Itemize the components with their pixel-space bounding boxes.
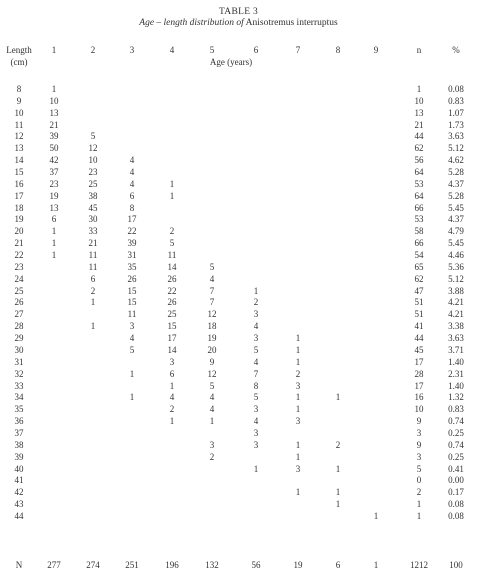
table-cell: 33 <box>88 226 98 236</box>
table-cell: 1.73 <box>448 120 464 130</box>
table-cell: 4 <box>129 167 135 177</box>
table-cell: 2 <box>90 286 96 296</box>
table-cell: 1 <box>335 392 341 402</box>
table-cell: 3 <box>253 440 259 450</box>
table-cell: 20 <box>207 345 217 355</box>
table-cell: 15 <box>167 321 177 331</box>
table-cell: 41 <box>414 321 424 331</box>
row-length: 39 <box>14 452 24 462</box>
table-cell: 1 <box>335 487 341 497</box>
table-cell: 1 <box>295 452 301 462</box>
header-n: n <box>416 45 422 55</box>
table-cell: 23 <box>49 179 59 189</box>
table-cell: 1 <box>416 84 422 94</box>
table-cell: 17 <box>414 381 424 391</box>
table-cell: 1 <box>295 404 301 414</box>
table-cell: 4 <box>209 404 215 414</box>
row-length: 30 <box>14 345 24 355</box>
row-length: 25 <box>14 286 24 296</box>
table-cell: 5 <box>416 464 422 474</box>
table-cell: 3.63 <box>448 333 464 343</box>
table-cell: 5 <box>209 381 215 391</box>
table-cell: 1 <box>416 511 422 521</box>
header-length: Length <box>6 45 32 55</box>
table-cell: 5.12 <box>448 274 464 284</box>
table-cell: 5 <box>169 238 175 248</box>
row-length: 23 <box>14 262 24 272</box>
table-cell: 64 <box>414 167 424 177</box>
table-cell: 42 <box>49 155 59 165</box>
table-cell: 4.37 <box>448 179 464 189</box>
row-length: 33 <box>14 381 24 391</box>
table-cell: 44 <box>414 131 424 141</box>
table-cell: 2 <box>253 297 259 307</box>
table-caption <box>0 7 477 29</box>
table-cell: 21 <box>49 120 59 130</box>
table-cell: 4.62 <box>448 155 464 165</box>
table-cell: 1 <box>169 179 175 189</box>
totals-cell: 1212 <box>410 560 428 570</box>
row-length: 41 <box>14 475 24 485</box>
table-cell: 26 <box>167 274 177 284</box>
row-length: 15 <box>14 167 24 177</box>
table-cell: 10 <box>414 96 424 106</box>
table-cell: 1 <box>51 226 57 236</box>
table-cell: 3 <box>295 381 301 391</box>
table-cell: 1.40 <box>448 357 464 367</box>
table-cell: 0.17 <box>448 487 464 497</box>
table-cell: 5.45 <box>448 203 464 213</box>
table-cell: 30 <box>88 214 98 224</box>
totals-cell: 277 <box>47 560 61 570</box>
table-cell: 9 <box>416 416 422 426</box>
table-cell: 28 <box>414 369 424 379</box>
table-title-italic: Age – length distribution of <box>139 18 244 28</box>
table-cell: 47 <box>414 286 424 296</box>
table-cell: 18 <box>207 321 217 331</box>
table-cell: 0.74 <box>448 416 464 426</box>
table-cell: 3 <box>295 416 301 426</box>
table-title-species: Anisotremus interruptus <box>245 18 338 28</box>
row-length: 34 <box>14 392 24 402</box>
header-age-4: 4 <box>169 45 175 55</box>
table-cell: 62 <box>414 274 424 284</box>
table-cell: 1 <box>169 381 175 391</box>
table-title <box>0 18 477 29</box>
table-cell: 2 <box>169 226 175 236</box>
table-cell: 3.63 <box>448 131 464 141</box>
row-length: 42 <box>14 487 24 497</box>
table-cell: 4 <box>129 333 135 343</box>
table-cell: 1 <box>169 191 175 201</box>
row-length: 9 <box>16 96 22 106</box>
table-cell: 11 <box>88 262 98 272</box>
table-cell: 44 <box>414 333 424 343</box>
row-length: 40 <box>14 464 24 474</box>
table-cell: 12 <box>207 369 217 379</box>
table-cell: 2 <box>209 452 215 462</box>
table-cell: 1 <box>373 511 379 521</box>
table-cell: 1 <box>169 416 175 426</box>
table-cell: 4.79 <box>448 226 464 236</box>
table-cell: 39 <box>127 238 137 248</box>
table-cell: 22 <box>127 226 137 236</box>
table-cell: 17 <box>167 333 177 343</box>
table-cell: 1 <box>335 464 341 474</box>
table-cell: 7 <box>209 297 215 307</box>
table-cell: 6 <box>169 369 175 379</box>
table-cell: 1 <box>295 487 301 497</box>
table-cell: 5 <box>209 262 215 272</box>
table-cell: 5.12 <box>448 143 464 153</box>
row-length: 21 <box>14 238 24 248</box>
table-cell: 2.31 <box>448 369 464 379</box>
table-cell: 4 <box>129 155 135 165</box>
table-cell: 9 <box>209 357 215 367</box>
table-number: TABLE 3 <box>218 7 259 17</box>
table-cell: 45 <box>414 345 424 355</box>
table-cell: 0.83 <box>448 96 464 106</box>
table-cell: 1 <box>51 250 57 260</box>
table-cell: 1 <box>209 416 215 426</box>
table-cell: 1.07 <box>448 108 464 118</box>
table-cell: 0.08 <box>448 511 464 521</box>
header-percent: % <box>452 45 460 55</box>
table-cell: 2 <box>295 369 301 379</box>
table-cell: 53 <box>414 179 424 189</box>
table-cell: 1 <box>51 238 57 248</box>
row-length: 37 <box>14 428 24 438</box>
table-cell: 3 <box>416 452 422 462</box>
totals-cell: 6 <box>335 560 341 570</box>
header-age-8: 8 <box>335 45 341 55</box>
table-cell: 4 <box>253 357 259 367</box>
table-cell: 1 <box>295 392 301 402</box>
table-cell: 1 <box>295 333 301 343</box>
table-cell: 3 <box>209 440 215 450</box>
header-age-2: 2 <box>90 45 96 55</box>
row-length: 19 <box>14 214 24 224</box>
row-length: 17 <box>14 191 24 201</box>
table-cell: 2 <box>416 487 422 497</box>
table-cell: 2 <box>169 404 175 414</box>
table-cell: 0.25 <box>448 428 464 438</box>
table-cell: 0.08 <box>448 84 464 94</box>
table-cell: 1 <box>129 392 135 402</box>
totals-cell: 196 <box>165 560 179 570</box>
table-cell: 4 <box>169 392 175 402</box>
table-cell: 4.46 <box>448 250 464 260</box>
table-cell: 3 <box>253 333 259 343</box>
table-cell: 11 <box>167 250 177 260</box>
row-length: 31 <box>14 357 24 367</box>
table-cell: 35 <box>127 262 137 272</box>
table-cell: 1 <box>295 345 301 355</box>
header-age-3: 3 <box>129 45 135 55</box>
table-cell: 1 <box>335 499 341 509</box>
table-cell: 6 <box>51 214 57 224</box>
table-cell: 3 <box>295 464 301 474</box>
table-cell: 21 <box>414 120 424 130</box>
table-cell: 21 <box>88 238 98 248</box>
header-age-1: 1 <box>51 45 57 55</box>
table-cell: 3 <box>253 309 259 319</box>
table-cell: 14 <box>167 345 177 355</box>
table-cell: 58 <box>414 226 424 236</box>
row-length: 36 <box>14 416 24 426</box>
table-cell: 50 <box>49 143 59 153</box>
table-cell: 2 <box>335 440 341 450</box>
table-cell: 62 <box>414 143 424 153</box>
table-cell: 25 <box>167 309 177 319</box>
table-cell: 4.21 <box>448 309 464 319</box>
table-cell: 26 <box>167 297 177 307</box>
totals-cell: 1 <box>373 560 379 570</box>
table-cell: 25 <box>88 179 98 189</box>
row-length: 43 <box>14 499 24 509</box>
header-age-years: Age (years) <box>209 57 253 67</box>
table-cell: 15 <box>127 297 137 307</box>
table-cell: 10 <box>49 96 59 106</box>
table-cell: 0.25 <box>448 452 464 462</box>
table-cell: 1 <box>416 499 422 509</box>
table-cell: 45 <box>88 203 98 213</box>
row-length: 28 <box>14 321 24 331</box>
table-cell: 17 <box>414 357 424 367</box>
table-cell: 22 <box>167 286 177 296</box>
header-age-5: 5 <box>209 45 215 55</box>
table-cell: 38 <box>88 191 98 201</box>
table-cell: 0.83 <box>448 404 464 414</box>
totals-cell: 251 <box>125 560 139 570</box>
table-cell: 6 <box>90 274 96 284</box>
table-cell: 13 <box>49 108 59 118</box>
row-length: 29 <box>14 333 24 343</box>
row-length: 24 <box>14 274 24 284</box>
table-cell: 1.40 <box>448 381 464 391</box>
table-cell: 3 <box>416 428 422 438</box>
table-cell: 9 <box>416 440 422 450</box>
table-cell: 13 <box>414 108 424 118</box>
row-length: 16 <box>14 179 24 189</box>
table-cell: 8 <box>129 203 135 213</box>
table-cell: 5.45 <box>448 238 464 248</box>
table-cell: 10 <box>414 404 424 414</box>
table-cell: 31 <box>127 250 137 260</box>
row-length: 22 <box>14 250 24 260</box>
totals-label: N <box>15 560 23 570</box>
table-cell: 11 <box>127 309 137 319</box>
row-length: 35 <box>14 404 24 414</box>
row-length: 44 <box>14 511 24 521</box>
header-age-6: 6 <box>253 45 259 55</box>
table-cell: 3.38 <box>448 321 464 331</box>
table-cell: 4 <box>209 392 215 402</box>
table-cell: 3 <box>253 428 259 438</box>
table-cell: 23 <box>88 167 98 177</box>
table-cell: 0.41 <box>448 464 464 474</box>
row-length: 32 <box>14 369 24 379</box>
table-cell: 5.28 <box>448 191 464 201</box>
table-cell: 1 <box>90 321 96 331</box>
table-cell: 51 <box>414 297 424 307</box>
table-cell: 3.71 <box>448 345 464 355</box>
row-length: 27 <box>14 309 24 319</box>
table-cell: 5.28 <box>448 167 464 177</box>
table-cell: 37 <box>49 167 59 177</box>
table-cell: 3 <box>169 357 175 367</box>
row-length: 11 <box>14 120 24 130</box>
table-cell: 19 <box>207 333 217 343</box>
table-cell: 16 <box>414 392 424 402</box>
table-cell: 54 <box>414 250 424 260</box>
table-cell: 15 <box>127 286 137 296</box>
row-length: 18 <box>14 203 24 213</box>
table-cell: 5 <box>253 392 259 402</box>
table-cell: 56 <box>414 155 424 165</box>
table-cell: 8 <box>253 381 259 391</box>
row-length: 14 <box>14 155 24 165</box>
table-cell: 0.00 <box>448 475 464 485</box>
totals-cell: 100 <box>449 560 463 570</box>
table-cell: 1 <box>253 286 259 296</box>
totals-cell: 132 <box>205 560 219 570</box>
table-cell: 5 <box>90 131 96 141</box>
table-cell: 1 <box>51 84 57 94</box>
table-cell: 64 <box>414 191 424 201</box>
table-cell: 1 <box>295 440 301 450</box>
table-cell: 5 <box>129 345 135 355</box>
table-cell: 39 <box>49 131 59 141</box>
table-cell: 3 <box>253 404 259 414</box>
table-cell: 5.36 <box>448 262 464 272</box>
table-cell: 1 <box>253 464 259 474</box>
table-cell: 14 <box>167 262 177 272</box>
header-age-7: 7 <box>295 45 301 55</box>
table-cell: 66 <box>414 203 424 213</box>
table-cell: 12 <box>88 143 98 153</box>
table-cell: 51 <box>414 309 424 319</box>
table-cell: 4 <box>129 179 135 189</box>
row-length: 8 <box>16 84 22 94</box>
row-length: 13 <box>14 143 24 153</box>
table-cell: 26 <box>127 274 137 284</box>
table-cell: 66 <box>414 238 424 248</box>
table-cell: 65 <box>414 262 424 272</box>
row-length: 26 <box>14 297 24 307</box>
table-cell: 1 <box>90 297 96 307</box>
table-cell: 6 <box>129 191 135 201</box>
table-cell: 11 <box>88 250 98 260</box>
table-cell: 4 <box>253 416 259 426</box>
table-cell: 10 <box>88 155 98 165</box>
table-cell: 0.74 <box>448 440 464 450</box>
table-cell: 53 <box>414 214 424 224</box>
table-cell: 5 <box>253 345 259 355</box>
row-length: 12 <box>14 131 24 141</box>
header-age-9: 9 <box>373 45 379 55</box>
header-length-unit: (cm) <box>10 57 28 67</box>
row-length: 38 <box>14 440 24 450</box>
row-length: 10 <box>14 108 24 118</box>
totals-cell: 19 <box>293 560 303 570</box>
table-cell: 4.37 <box>448 214 464 224</box>
table-cell: 0.08 <box>448 499 464 509</box>
table-cell: 1 <box>295 357 301 367</box>
table-cell: 4.21 <box>448 297 464 307</box>
table-cell: 1.32 <box>448 392 464 402</box>
table-cell: 7 <box>209 286 215 296</box>
table-cell: 13 <box>49 203 59 213</box>
row-length: 20 <box>14 226 24 236</box>
table-cell: 3 <box>129 321 135 331</box>
totals-cell: 274 <box>86 560 100 570</box>
table-cell: 3.88 <box>448 286 464 296</box>
table-cell: 7 <box>253 369 259 379</box>
table-cell: 12 <box>207 309 217 319</box>
table-cell: 17 <box>127 214 137 224</box>
table-cell: 4 <box>209 274 215 284</box>
table-cell: 1 <box>129 369 135 379</box>
table-cell: 19 <box>49 191 59 201</box>
table-cell: 0 <box>416 475 422 485</box>
totals-cell: 56 <box>251 560 261 570</box>
table-cell: 4 <box>253 321 259 331</box>
